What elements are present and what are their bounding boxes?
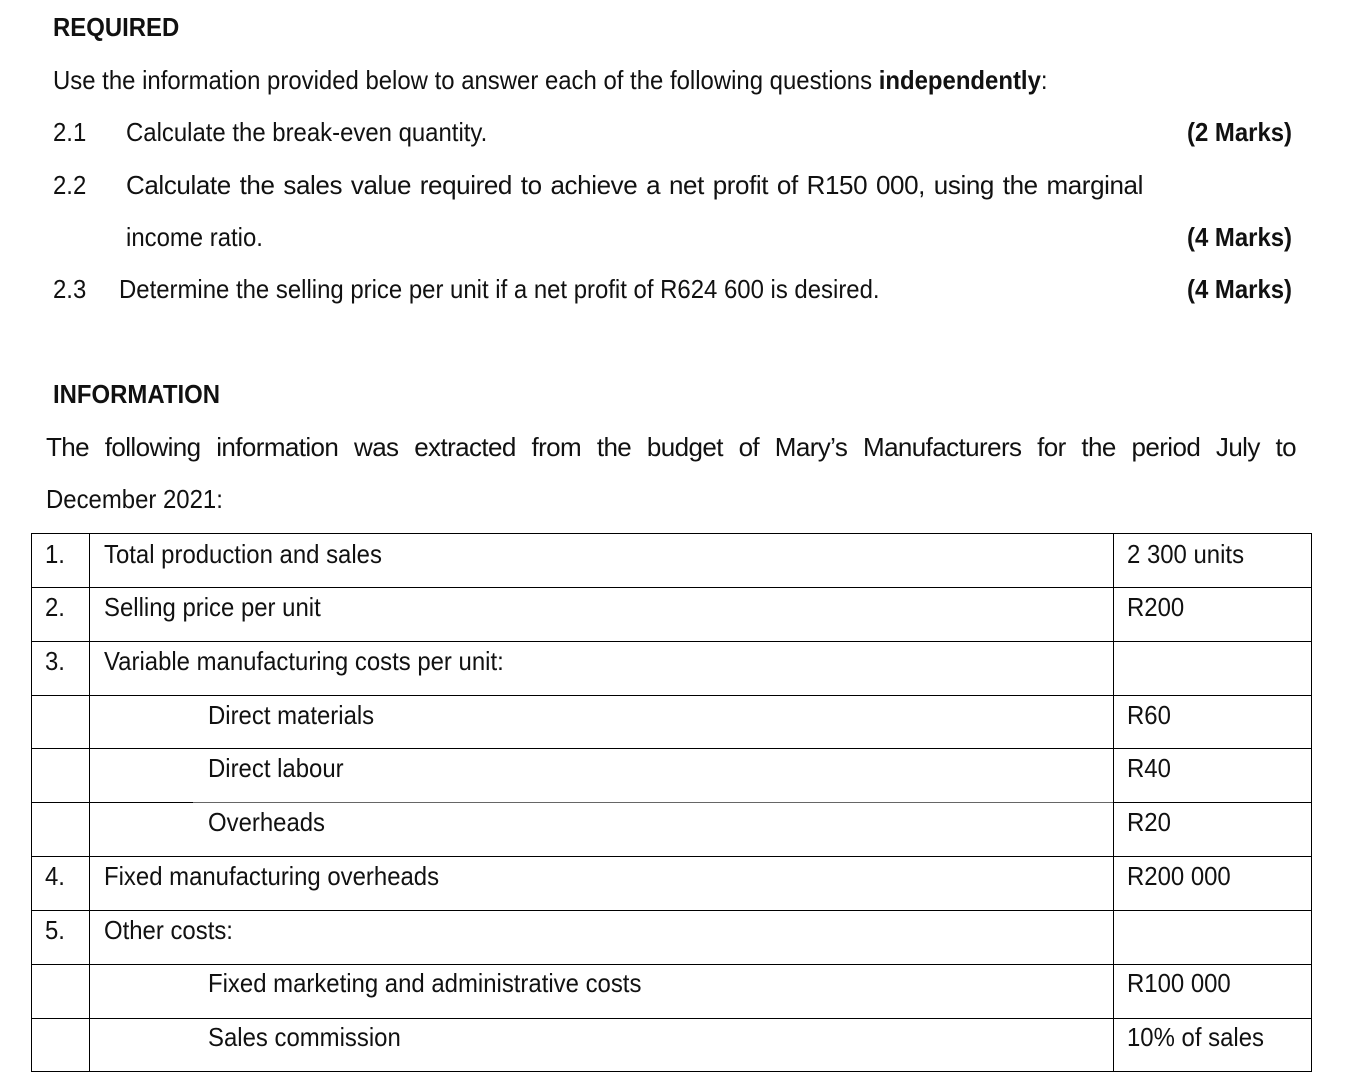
table-row-divider [32, 587, 1311, 588]
required-intro [53, 64, 1048, 96]
question-text-line2: income ratio. [126, 222, 263, 252]
required-heading: REQUIRED [53, 12, 180, 42]
table-cell-value: R40 [1127, 753, 1171, 783]
table-cell-label: Direct materials [208, 700, 375, 730]
table-cell-value: 10% of sales [1127, 1022, 1264, 1052]
table-row-divider [32, 641, 1311, 642]
table-cell-value: R200 [1127, 592, 1185, 622]
required-intro-suffix: : [1040, 65, 1048, 95]
budget-table [31, 533, 1312, 1072]
table-cell-number: 4. [45, 861, 65, 891]
table-cell-number: 3. [45, 646, 65, 676]
question-number: 2.1 [53, 117, 87, 147]
information-heading: INFORMATION [53, 379, 220, 409]
table-row-divider [32, 964, 1311, 965]
information-intro-line2: December 2021: [46, 484, 223, 514]
table-cell-label: Sales commission [208, 1022, 401, 1052]
table-cell-label: Total production and sales [104, 539, 382, 569]
table-row-divider [32, 695, 1311, 696]
table-cell-number: 1. [45, 539, 65, 569]
question-text: Determine the selling price per unit if a net profit of R624 600 is desired. [119, 274, 880, 304]
information-intro-line1 [46, 431, 1296, 463]
table-row-divider [32, 1018, 1311, 1019]
table-row-divider [32, 856, 1311, 857]
required-intro-bold: independently [878, 65, 1041, 95]
required-intro-prefix: Use the information provided below to answer each of the following questions [53, 65, 879, 95]
question-marks: (2 Marks) [1187, 117, 1293, 147]
table-cell-label: Other costs: [104, 915, 233, 945]
question-marks: (4 Marks) [1187, 274, 1293, 304]
table-cell-label: Fixed manufacturing overheads [104, 861, 440, 891]
question-text-line1 [126, 169, 1143, 201]
question-number: 2.2 [53, 170, 87, 200]
table-cell-value: R200 000 [1127, 861, 1231, 891]
table-cell-value: R60 [1127, 700, 1171, 730]
table-row-divider [32, 910, 1311, 911]
information-intro-line1-content: The following information was extracted from the budget of Mary’s Manufacturers for the period July to [46, 432, 1296, 462]
table-cell-value: R100 000 [1127, 968, 1231, 998]
table-cell-number: 5. [45, 915, 65, 945]
table-cell-number: 2. [45, 592, 65, 622]
table-cell-label: Variable manufacturing costs per unit: [104, 646, 504, 676]
table-cell-label: Selling price per unit [104, 592, 321, 622]
question-text: Calculate the break-even quantity. [126, 117, 488, 147]
question-number: 2.3 [53, 274, 87, 304]
question-marks: (4 Marks) [1187, 222, 1293, 252]
table-cell-label: Overheads [208, 807, 326, 837]
table-cell-value: R20 [1127, 807, 1171, 837]
subline [193, 802, 1113, 803]
question-text-line1-content: Calculate the sales value required to achieve a net profit of R150 000, using the marginal [126, 170, 1143, 200]
table-row-divider [32, 748, 1311, 749]
table-cell-label: Direct labour [208, 753, 344, 783]
table-cell-value: 2 300 units [1127, 539, 1245, 569]
table-cell-label: Fixed marketing and administrative costs [208, 968, 642, 998]
